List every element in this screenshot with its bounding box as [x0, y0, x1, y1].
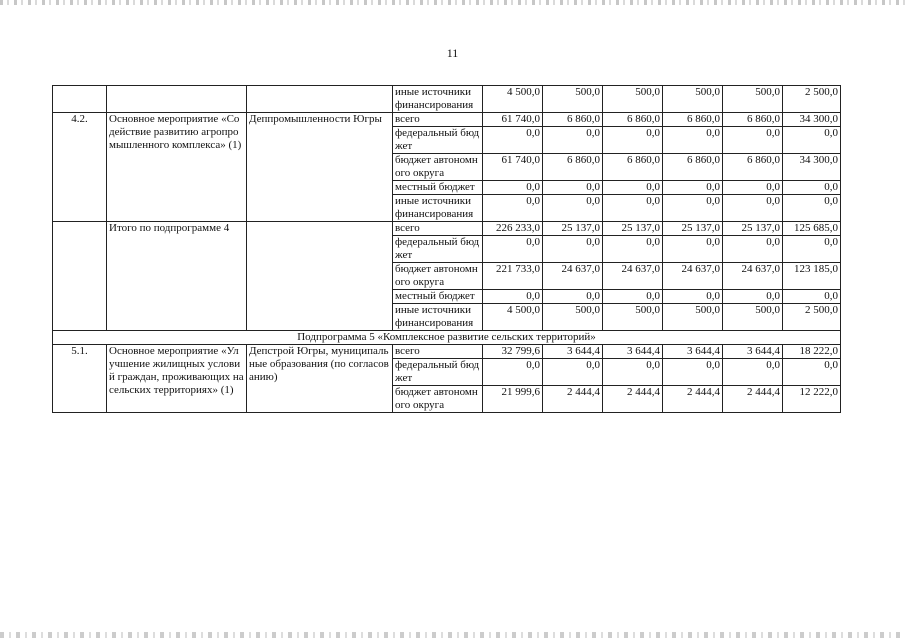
amount-cell: 0,0: [483, 127, 543, 154]
amount-cell: 6 860,0: [603, 113, 663, 127]
amount-cell: 2 444,4: [663, 386, 723, 413]
responsible-executor-cell: [247, 86, 393, 113]
amount-cell: 0,0: [603, 236, 663, 263]
amount-cell: 500,0: [663, 304, 723, 331]
amount-cell: 0,0: [723, 359, 783, 386]
amount-cell: 0,0: [543, 127, 603, 154]
amount-cell: 0,0: [603, 127, 663, 154]
amount-cell: 0,0: [723, 236, 783, 263]
table-row: [53, 86, 841, 113]
amount-cell: 0,0: [663, 359, 723, 386]
activity-name-cell: Основное мероприятие «Содействие развитию агропромышленного комплекса» (1): [107, 113, 247, 222]
amount-cell: 0,0: [783, 236, 841, 263]
amount-cell: 0,0: [543, 195, 603, 222]
amount-cell: 3 644,4: [603, 345, 663, 359]
amount-cell: 0,0: [543, 236, 603, 263]
amount-cell: 0,0: [723, 127, 783, 154]
amount-cell: 0,0: [783, 195, 841, 222]
amount-cell: 500,0: [663, 86, 723, 113]
table-row: [53, 345, 841, 359]
amount-cell: 4 500,0: [483, 304, 543, 331]
amount-cell: 2 444,4: [723, 386, 783, 413]
amount-cell: 0,0: [783, 127, 841, 154]
amount-cell: 0,0: [663, 181, 723, 195]
responsible-executor-cell: Депстрой Югры, муниципальные образования (по согласованию): [247, 345, 393, 413]
amount-cell: 221 733,0: [483, 263, 543, 290]
amount-cell: 500,0: [603, 86, 663, 113]
amount-cell: 123 185,0: [783, 263, 841, 290]
funding-source-cell: всего: [393, 113, 483, 127]
amount-cell: 6 860,0: [543, 113, 603, 127]
subprogram-title: Подпрограмма 5 «Комплексное развитие сельских территорий»: [53, 331, 841, 345]
amount-cell: 0,0: [543, 181, 603, 195]
amount-cell: 500,0: [723, 304, 783, 331]
amount-cell: 61 740,0: [483, 154, 543, 181]
funding-source-cell: иные источники финансирования: [393, 195, 483, 222]
budget-table-body: [53, 86, 841, 413]
amount-cell: 0,0: [603, 181, 663, 195]
amount-cell: 0,0: [543, 290, 603, 304]
amount-cell: 6 860,0: [663, 154, 723, 181]
row-index-cell: [53, 222, 107, 331]
amount-cell: 0,0: [663, 236, 723, 263]
amount-cell: 226 233,0: [483, 222, 543, 236]
amount-cell: 3 644,4: [663, 345, 723, 359]
amount-cell: 24 637,0: [723, 263, 783, 290]
amount-cell: 0,0: [663, 195, 723, 222]
row-index-cell: 5.1.: [53, 345, 107, 413]
amount-cell: 25 137,0: [603, 222, 663, 236]
funding-source-cell: местный бюджет: [393, 181, 483, 195]
responsible-executor-cell: [247, 222, 393, 331]
amount-cell: 0,0: [723, 181, 783, 195]
amount-cell: 0,0: [723, 195, 783, 222]
subprogram-header-row: [53, 331, 841, 345]
activity-name-cell: [107, 86, 247, 113]
amount-cell: 0,0: [483, 195, 543, 222]
amount-cell: 0,0: [483, 290, 543, 304]
funding-source-cell: бюджет автономного округа: [393, 154, 483, 181]
row-index-cell: [53, 86, 107, 113]
amount-cell: 0,0: [783, 181, 841, 195]
amount-cell: 0,0: [483, 236, 543, 263]
amount-cell: 0,0: [603, 290, 663, 304]
funding-source-cell: федеральный бюджет: [393, 236, 483, 263]
amount-cell: 24 637,0: [543, 263, 603, 290]
amount-cell: 61 740,0: [483, 113, 543, 127]
amount-cell: 6 860,0: [543, 154, 603, 181]
funding-source-cell: всего: [393, 345, 483, 359]
activity-name-cell: Основное мероприятие «Улучшение жилищных условий граждан, проживающих на сельских территориях» (1): [107, 345, 247, 413]
amount-cell: 25 137,0: [543, 222, 603, 236]
amount-cell: 4 500,0: [483, 86, 543, 113]
amount-cell: 2 444,4: [543, 386, 603, 413]
scan-edge-top: [0, 0, 905, 5]
funding-source-cell: бюджет автономного округа: [393, 263, 483, 290]
funding-source-cell: иные источники финансирования: [393, 86, 483, 113]
responsible-executor-cell: Деппромышленности Югры: [247, 113, 393, 222]
amount-cell: 0,0: [483, 359, 543, 386]
amount-cell: 6 860,0: [723, 154, 783, 181]
amount-cell: 24 637,0: [663, 263, 723, 290]
amount-cell: 6 860,0: [603, 154, 663, 181]
amount-cell: 18 222,0: [783, 345, 841, 359]
amount-cell: 2 500,0: [783, 304, 841, 331]
funding-source-cell: иные источники финансирования: [393, 304, 483, 331]
amount-cell: 0,0: [723, 290, 783, 304]
amount-cell: 3 644,4: [543, 345, 603, 359]
amount-cell: 2 444,4: [603, 386, 663, 413]
table-row: [53, 113, 841, 127]
amount-cell: 21 999,6: [483, 386, 543, 413]
amount-cell: 0,0: [543, 359, 603, 386]
amount-cell: 12 222,0: [783, 386, 841, 413]
activity-name-cell: Итого по подпрограмме 4: [107, 222, 247, 331]
amount-cell: 0,0: [603, 359, 663, 386]
amount-cell: 6 860,0: [723, 113, 783, 127]
amount-cell: 500,0: [543, 86, 603, 113]
budget-table: [52, 85, 841, 413]
amount-cell: 500,0: [723, 86, 783, 113]
amount-cell: 34 300,0: [783, 113, 841, 127]
amount-cell: 32 799,6: [483, 345, 543, 359]
funding-source-cell: федеральный бюджет: [393, 359, 483, 386]
amount-cell: 24 637,0: [603, 263, 663, 290]
amount-cell: 0,0: [783, 359, 841, 386]
amount-cell: 34 300,0: [783, 154, 841, 181]
amount-cell: 0,0: [783, 290, 841, 304]
amount-cell: 3 644,4: [723, 345, 783, 359]
amount-cell: 2 500,0: [783, 86, 841, 113]
funding-source-cell: бюджет автономного округа: [393, 386, 483, 413]
amount-cell: 500,0: [543, 304, 603, 331]
amount-cell: 6 860,0: [663, 113, 723, 127]
funding-source-cell: всего: [393, 222, 483, 236]
funding-source-cell: федеральный бюджет: [393, 127, 483, 154]
amount-cell: 0,0: [603, 195, 663, 222]
amount-cell: 25 137,0: [663, 222, 723, 236]
amount-cell: 25 137,0: [723, 222, 783, 236]
page-number: 11: [446, 46, 459, 60]
amount-cell: 0,0: [663, 127, 723, 154]
amount-cell: 500,0: [603, 304, 663, 331]
scan-edge-bottom: [0, 632, 905, 638]
amount-cell: 125 685,0: [783, 222, 841, 236]
table-row: [53, 222, 841, 236]
row-index-cell: 4.2.: [53, 113, 107, 222]
amount-cell: 0,0: [663, 290, 723, 304]
funding-source-cell: местный бюджет: [393, 290, 483, 304]
amount-cell: 0,0: [483, 181, 543, 195]
